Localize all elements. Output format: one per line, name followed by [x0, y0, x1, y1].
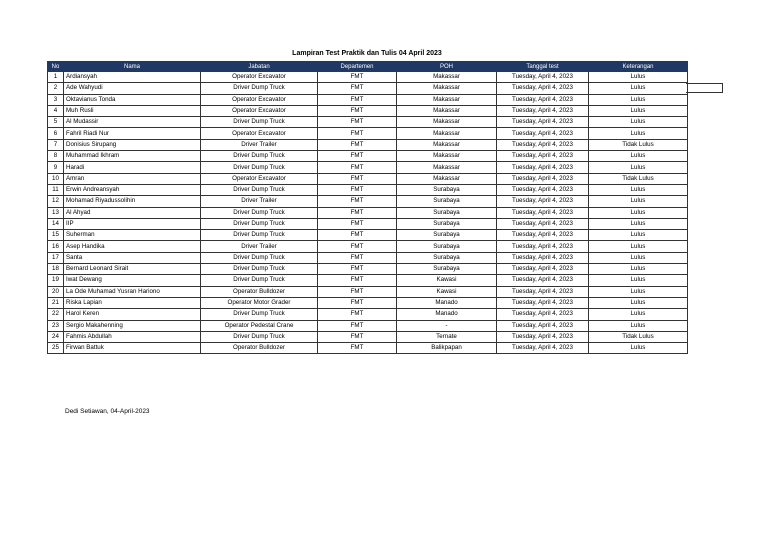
- cell-keterangan: Lulus: [589, 184, 688, 195]
- cell-nama: Fahmis Abdullah: [64, 331, 201, 342]
- cell-departemen: FMT: [318, 309, 397, 320]
- cell-keterangan: Tidak Lulus: [589, 331, 688, 342]
- cell-tanggal: Tuesday, April 4, 2023: [497, 105, 589, 116]
- cell-jabatan: Operator Bulldozer: [201, 343, 318, 354]
- cell-tanggal: Tuesday, April 4, 2023: [497, 264, 589, 275]
- cell-departemen: FMT: [318, 207, 397, 218]
- table-row: [48, 151, 688, 162]
- cell-no: 4: [48, 105, 64, 116]
- cell-poh: Manado: [397, 297, 497, 308]
- cell-poh: Surabaya: [397, 184, 497, 195]
- table-row: [48, 72, 688, 83]
- table-row: [48, 207, 688, 218]
- header-poh: POH: [397, 62, 497, 72]
- table-row: [48, 230, 688, 241]
- cell-tanggal: Tuesday, April 4, 2023: [497, 241, 589, 252]
- cell-jabatan: Driver Dump Truck: [201, 151, 318, 162]
- cell-nama: Suherman: [64, 230, 201, 241]
- cell-no: 12: [48, 196, 64, 207]
- cell-jabatan: Driver Dump Truck: [201, 162, 318, 173]
- table-row: [48, 275, 688, 286]
- cell-departemen: FMT: [318, 320, 397, 331]
- table-row: [48, 264, 688, 275]
- cell-departemen: FMT: [318, 72, 397, 83]
- results-table: [47, 61, 688, 354]
- cell-departemen: FMT: [318, 230, 397, 241]
- document-title: Lampiran Test Praktik dan Tulis 04 April 2023: [292, 50, 442, 57]
- cell-nama: Donisius Sirupang: [64, 139, 201, 150]
- table-row: [48, 286, 688, 297]
- cell-jabatan: Driver Dump Truck: [201, 184, 318, 195]
- cell-keterangan: Lulus: [589, 241, 688, 252]
- cell-nama: Harol Keren: [64, 309, 201, 320]
- cell-tanggal: Tuesday, April 4, 2023: [497, 252, 589, 263]
- cell-nama: Asep Handika: [64, 241, 201, 252]
- cell-no: 16: [48, 241, 64, 252]
- cell-keterangan: Lulus: [589, 105, 688, 116]
- cell-poh: Balikpapan: [397, 343, 497, 354]
- cell-tanggal: Tuesday, April 4, 2023: [497, 218, 589, 229]
- cell-no: 9: [48, 162, 64, 173]
- cell-nama: Haradi: [64, 162, 201, 173]
- cell-poh: Makassar: [397, 139, 497, 150]
- cell-poh: Manado: [397, 309, 497, 320]
- signature-line: Dedi Setiawan, 04-April-2023: [65, 408, 150, 415]
- cell-tanggal: Tuesday, April 4, 2023: [497, 343, 589, 354]
- cell-departemen: FMT: [318, 275, 397, 286]
- cell-tanggal: Tuesday, April 4, 2023: [497, 331, 589, 342]
- table-row: [48, 252, 688, 263]
- cell-keterangan: Lulus: [589, 207, 688, 218]
- cell-no: 7: [48, 139, 64, 150]
- cell-poh: Makassar: [397, 128, 497, 139]
- cell-keterangan: Lulus: [589, 196, 688, 207]
- cell-jabatan: Driver Trailer: [201, 241, 318, 252]
- table-row: [48, 196, 688, 207]
- cell-nama: Sergio Makahenning: [64, 320, 201, 331]
- cell-tanggal: Tuesday, April 4, 2023: [497, 151, 589, 162]
- table-body: [48, 72, 688, 354]
- cell-poh: Surabaya: [397, 252, 497, 263]
- cell-poh: Surabaya: [397, 241, 497, 252]
- cell-departemen: FMT: [318, 286, 397, 297]
- cell-tanggal: Tuesday, April 4, 2023: [497, 320, 589, 331]
- cell-no: 22: [48, 309, 64, 320]
- cell-tanggal: Tuesday, April 4, 2023: [497, 309, 589, 320]
- cell-no: 24: [48, 331, 64, 342]
- cell-keterangan: Lulus: [589, 286, 688, 297]
- cell-no: 8: [48, 151, 64, 162]
- stray-cell-border: [686, 83, 723, 93]
- cell-departemen: FMT: [318, 196, 397, 207]
- cell-poh: Makassar: [397, 162, 497, 173]
- header-no: No: [48, 62, 64, 72]
- table-row: [48, 297, 688, 308]
- cell-nama: Santa: [64, 252, 201, 263]
- cell-keterangan: Lulus: [589, 275, 688, 286]
- cell-departemen: FMT: [318, 105, 397, 116]
- cell-poh: Surabaya: [397, 264, 497, 275]
- cell-jabatan: Driver Dump Truck: [201, 309, 318, 320]
- cell-no: 15: [48, 230, 64, 241]
- table-row: [48, 94, 688, 105]
- cell-jabatan: Driver Dump Truck: [201, 275, 318, 286]
- cell-no: 11: [48, 184, 64, 195]
- cell-jabatan: Operator Excavator: [201, 128, 318, 139]
- cell-no: 25: [48, 343, 64, 354]
- cell-departemen: FMT: [318, 297, 397, 308]
- cell-keterangan: Lulus: [589, 151, 688, 162]
- cell-no: 23: [48, 320, 64, 331]
- cell-tanggal: Tuesday, April 4, 2023: [497, 83, 589, 94]
- cell-departemen: FMT: [318, 218, 397, 229]
- cell-nama: Erwin Andreansyah: [64, 184, 201, 195]
- cell-jabatan: Operator Excavator: [201, 105, 318, 116]
- cell-poh: Makassar: [397, 151, 497, 162]
- cell-jabatan: Driver Dump Truck: [201, 264, 318, 275]
- cell-jabatan: Operator Excavator: [201, 173, 318, 184]
- cell-departemen: FMT: [318, 151, 397, 162]
- cell-jabatan: Driver Dump Truck: [201, 207, 318, 218]
- cell-poh: Surabaya: [397, 230, 497, 241]
- cell-nama: Iwat Dewang: [64, 275, 201, 286]
- cell-tanggal: Tuesday, April 4, 2023: [497, 184, 589, 195]
- cell-departemen: FMT: [318, 241, 397, 252]
- cell-jabatan: Driver Dump Truck: [201, 218, 318, 229]
- cell-poh: Makassar: [397, 105, 497, 116]
- cell-nama: Bernard Leonard Sirait: [64, 264, 201, 275]
- cell-keterangan: Tidak Lulus: [589, 139, 688, 150]
- cell-poh: Kawasi: [397, 275, 497, 286]
- cell-departemen: FMT: [318, 117, 397, 128]
- cell-keterangan: Tidak Lulus: [589, 173, 688, 184]
- cell-tanggal: Tuesday, April 4, 2023: [497, 94, 589, 105]
- cell-poh: Makassar: [397, 83, 497, 94]
- cell-no: 18: [48, 264, 64, 275]
- cell-jabatan: Driver Trailer: [201, 196, 318, 207]
- cell-tanggal: Tuesday, April 4, 2023: [497, 139, 589, 150]
- cell-poh: Makassar: [397, 72, 497, 83]
- cell-keterangan: Lulus: [589, 218, 688, 229]
- cell-keterangan: Lulus: [589, 252, 688, 263]
- table-row: [48, 162, 688, 173]
- cell-tanggal: Tuesday, April 4, 2023: [497, 297, 589, 308]
- cell-jabatan: Driver Dump Truck: [201, 331, 318, 342]
- cell-keterangan: Lulus: [589, 264, 688, 275]
- cell-poh: Surabaya: [397, 196, 497, 207]
- cell-poh: Makassar: [397, 117, 497, 128]
- cell-no: 2: [48, 83, 64, 94]
- cell-jabatan: Operator Excavator: [201, 72, 318, 83]
- cell-keterangan: Lulus: [589, 297, 688, 308]
- cell-nama: Mohamad Riyadussolihin: [64, 196, 201, 207]
- cell-tanggal: Tuesday, April 4, 2023: [497, 128, 589, 139]
- table-row: [48, 139, 688, 150]
- cell-tanggal: Tuesday, April 4, 2023: [497, 230, 589, 241]
- cell-keterangan: Lulus: [589, 117, 688, 128]
- cell-no: 1: [48, 72, 64, 83]
- cell-tanggal: Tuesday, April 4, 2023: [497, 162, 589, 173]
- table-row: [48, 343, 688, 354]
- table-row: [48, 83, 688, 94]
- table-row: [48, 173, 688, 184]
- cell-departemen: FMT: [318, 184, 397, 195]
- header-row: [48, 62, 688, 72]
- table-row: [48, 105, 688, 116]
- cell-keterangan: Lulus: [589, 230, 688, 241]
- cell-nama: Oktavianus Tonda: [64, 94, 201, 105]
- cell-departemen: FMT: [318, 264, 397, 275]
- cell-no: 6: [48, 128, 64, 139]
- header-nama: Nama: [64, 62, 201, 72]
- cell-no: 13: [48, 207, 64, 218]
- cell-no: 21: [48, 297, 64, 308]
- cell-no: 14: [48, 218, 64, 229]
- cell-nama: Fahril Riadi Nur: [64, 128, 201, 139]
- cell-tanggal: Tuesday, April 4, 2023: [497, 207, 589, 218]
- cell-jabatan: Driver Dump Truck: [201, 117, 318, 128]
- cell-jabatan: Driver Dump Truck: [201, 83, 318, 94]
- cell-no: 17: [48, 252, 64, 263]
- cell-poh: Makassar: [397, 94, 497, 105]
- cell-keterangan: Lulus: [589, 83, 688, 94]
- cell-tanggal: Tuesday, April 4, 2023: [497, 173, 589, 184]
- table-row: [48, 218, 688, 229]
- cell-nama: Firwan Battuk: [64, 343, 201, 354]
- cell-tanggal: Tuesday, April 4, 2023: [497, 275, 589, 286]
- cell-jabatan: Driver Trailer: [201, 139, 318, 150]
- cell-nama: Al Mudassir: [64, 117, 201, 128]
- table-row: [48, 128, 688, 139]
- cell-keterangan: Lulus: [589, 343, 688, 354]
- table-row: [48, 184, 688, 195]
- cell-poh: Ternate: [397, 331, 497, 342]
- cell-departemen: FMT: [318, 173, 397, 184]
- cell-departemen: FMT: [318, 128, 397, 139]
- cell-departemen: FMT: [318, 252, 397, 263]
- cell-nama: Muh Rusli: [64, 105, 201, 116]
- cell-jabatan: Driver Dump Truck: [201, 252, 318, 263]
- cell-jabatan: Operator Motor Grader: [201, 297, 318, 308]
- header-tanggal: Tanggal test: [497, 62, 589, 72]
- cell-keterangan: Lulus: [589, 72, 688, 83]
- cell-poh: -: [397, 320, 497, 331]
- cell-nama: Ardiansyah: [64, 72, 201, 83]
- cell-poh: Kawasi: [397, 286, 497, 297]
- cell-keterangan: Lulus: [589, 162, 688, 173]
- cell-nama: Muhammad Ikhram: [64, 151, 201, 162]
- table-row: [48, 309, 688, 320]
- table-row: [48, 331, 688, 342]
- cell-tanggal: Tuesday, April 4, 2023: [497, 117, 589, 128]
- cell-no: 19: [48, 275, 64, 286]
- cell-tanggal: Tuesday, April 4, 2023: [497, 286, 589, 297]
- cell-no: 5: [48, 117, 64, 128]
- cell-nama: La Ode Muhamad Yusran Hariono: [64, 286, 201, 297]
- table-row: [48, 241, 688, 252]
- cell-no: 3: [48, 94, 64, 105]
- cell-jabatan: Operator Excavator: [201, 94, 318, 105]
- cell-jabatan: Operator Pedestal Crane: [201, 320, 318, 331]
- cell-departemen: FMT: [318, 83, 397, 94]
- cell-poh: Makassar: [397, 173, 497, 184]
- cell-keterangan: Lulus: [589, 94, 688, 105]
- cell-jabatan: Driver Dump Truck: [201, 230, 318, 241]
- cell-jabatan: Operator Bulldozer: [201, 286, 318, 297]
- cell-nama: Ade Wahyudi: [64, 83, 201, 94]
- cell-nama: Riska Lapian: [64, 297, 201, 308]
- cell-tanggal: Tuesday, April 4, 2023: [497, 196, 589, 207]
- cell-nama: Al Ahyad: [64, 207, 201, 218]
- cell-poh: Surabaya: [397, 207, 497, 218]
- cell-no: 10: [48, 173, 64, 184]
- cell-nama: Amran: [64, 173, 201, 184]
- cell-departemen: FMT: [318, 343, 397, 354]
- cell-poh: Surabaya: [397, 218, 497, 229]
- cell-departemen: FMT: [318, 94, 397, 105]
- cell-keterangan: Lulus: [589, 128, 688, 139]
- cell-keterangan: Lulus: [589, 309, 688, 320]
- header-jabatan: Jabatan: [201, 62, 318, 72]
- table-header: [48, 62, 688, 72]
- cell-departemen: FMT: [318, 162, 397, 173]
- header-keterangan: Keterangan: [589, 62, 688, 72]
- cell-tanggal: Tuesday, April 4, 2023: [497, 72, 589, 83]
- cell-departemen: FMT: [318, 139, 397, 150]
- cell-keterangan: Lulus: [589, 320, 688, 331]
- cell-no: 20: [48, 286, 64, 297]
- table-row: [48, 320, 688, 331]
- cell-nama: IIP: [64, 218, 201, 229]
- cell-departemen: FMT: [318, 331, 397, 342]
- table-row: [48, 117, 688, 128]
- header-departemen: Departemen: [318, 62, 397, 72]
